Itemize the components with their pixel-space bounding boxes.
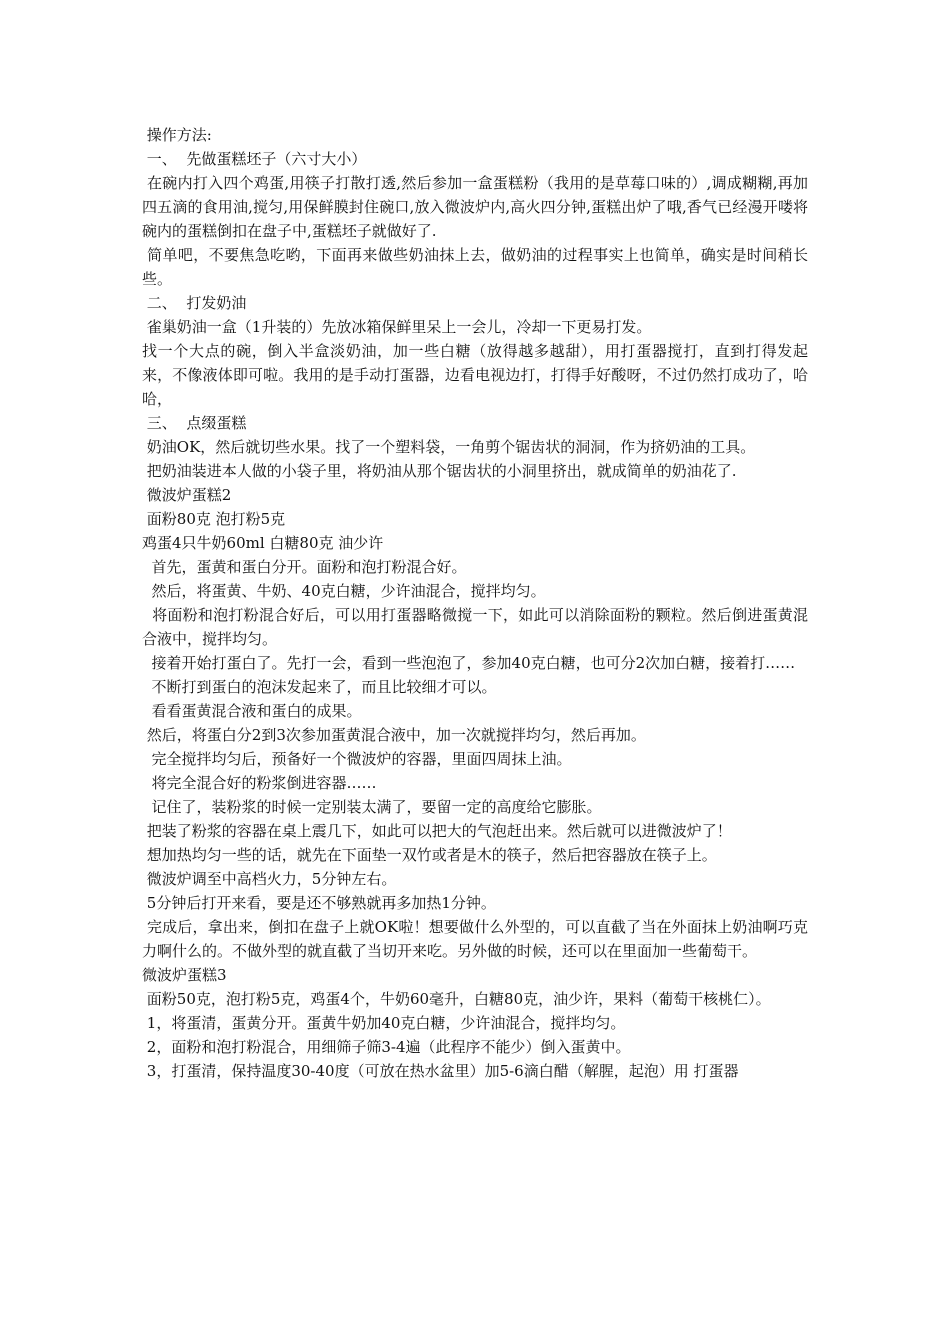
- paragraph-step2-heading: 二、 打发奶油: [142, 294, 247, 312]
- paragraph: 把装了粉浆的容器在桌上震几下，如此可以把大的气泡赶出来。然后就可以进微波炉了！: [142, 822, 732, 840]
- paragraph-step3-heading: 三、 点缀蛋糕: [142, 414, 247, 432]
- paragraph: 然后，将蛋黄、牛奶、40克白糖，少许油混合，搅拌均匀。: [142, 582, 546, 600]
- step-item: 2，面粉和泡打粉混合，用细筛子筛3-4遍（此程序不能少）倒入蛋黄中。: [142, 1038, 631, 1056]
- paragraph: 想加热均匀一些的话，就先在下面垫一双竹或者是木的筷子，然后把容器放在筷子上。: [142, 846, 717, 864]
- recipe2-heading: 微波炉蛋糕2: [142, 486, 232, 504]
- paragraph-step1-heading: 一、 先做蛋糕坯子（六寸大小）: [142, 150, 367, 168]
- paragraph: 奶油OK，然后就切些水果。找了一个塑料袋，一角剪个锯齿状的洞洞，作为挤奶油的工具。: [142, 438, 756, 456]
- paragraph: 记住了，装粉浆的时候一定别装太满了，要留一定的高度给它膨胀。: [142, 798, 602, 816]
- paragraph: 看看蛋黄混合液和蛋白的成果。: [142, 702, 362, 720]
- paragraph: 把奶油装进本人做的小袋子里，将奶油从那个锯齿状的小洞里挤出，就成简单的奶油花了.: [142, 462, 737, 480]
- paragraph: 5分钟后打开来看，要是还不够熟就再多加热1分钟。: [142, 894, 496, 912]
- ingredients-line: 鸡蛋4只牛奶60ml 白糖80克 油少许: [142, 534, 384, 552]
- step-item: 1，将蛋清，蛋黄分开。蛋黄牛奶加40克白糖，少许油混合，搅拌均匀。: [142, 1014, 626, 1032]
- paragraph: 首先，蛋黄和蛋白分开。面粉和泡打粉混合好。: [142, 558, 467, 576]
- paragraph: 将面粉和泡打粉混合好后，可以用打蛋器略微搅一下，如此可以消除面粉的颗粒。然后倒进蛋黄混合液中，搅拌均匀。: [142, 606, 808, 648]
- paragraph: 然后，将蛋白分2到3次参加蛋黄混合液中，加一次就搅拌均匀，然后再加。: [142, 726, 646, 744]
- paragraph: 完全搅拌均匀后，预备好一个微波炉的容器，里面四周抹上油。: [142, 750, 572, 768]
- paragraph: 简单吧，不要焦急吃哟，下面再来做些奶油抹上去，做奶油的过程事实上也简单，确实是时间稍长些。: [142, 246, 808, 288]
- step-item: 3，打蛋清，保持温度30-40度（可放在热水盆里）加5-6滴白醋（解腥，起泡）用 打蛋器: [142, 1062, 739, 1080]
- paragraph: 微波炉调至中高档火力，5分钟左右。: [142, 870, 397, 888]
- paragraph: 找一个大点的碗，倒入半盒淡奶油，加一些白糖（放得越多越甜），用打蛋器搅打，直到打得发起来，不像液体即可啦。我用的是手动打蛋器，边看电视边打，打得手好酸呀，不过仍然打成功了，哈哈，: [142, 342, 808, 408]
- recipe3-heading: 微波炉蛋糕3: [142, 966, 227, 984]
- ingredients-line: 面粉50克，泡打粉5克，鸡蛋4个，牛奶60毫升，白糖80克，油少许，果料（葡萄干核桃仁）。: [142, 990, 771, 1008]
- paragraph: 雀巢奶油一盒（1升装的）先放冰箱保鲜里呆上一会儿，冷却一下更易打发。: [142, 318, 652, 336]
- paragraph: 不断打到蛋白的泡沫发起来了，而且比较细才可以。: [142, 678, 497, 696]
- paragraph: 接着开始打蛋白了。先打一会，看到一些泡泡了，参加40克白糖，也可分2次加白糖，接着打……: [142, 654, 796, 672]
- paragraph: 将完全混合好的粉浆倒进容器……: [142, 774, 377, 792]
- ingredients-line: 面粉80克 泡打粉5克: [142, 510, 286, 528]
- paragraph: 在碗内打入四个鸡蛋,用筷子打散打透,然后参加一盒蛋糕粉（我用的是草莓口味的）,调成糊糊,再加四五滴的食用油,搅匀,用保鲜膜封住碗口,放入微波炉内,高火四分钟,蛋糕出炉了哦,香气已经漫开喽将碗内的蛋糕倒扣在盘子中,蛋糕坯子就做好了.: [142, 174, 809, 240]
- paragraph: 完成后，拿出来，倒扣在盘子上就OK啦！想要做什么外型的，可以直截了当在外面抹上奶油啊巧克力啊什么的。不做外型的就直截了当切开来吃。另外做的时候，还可以在里面加一些葡萄干。: [142, 918, 808, 960]
- paragraph-method-heading: 操作方法:: [142, 126, 212, 144]
